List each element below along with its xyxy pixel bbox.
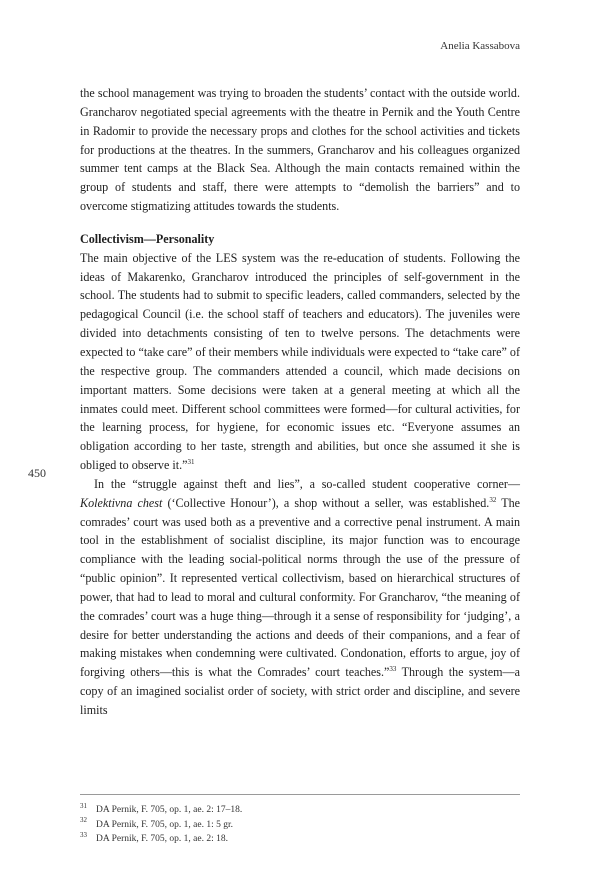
paragraph-1: the school management was trying to broaden the students’ contact with the outside world. Grancharov negotiated special agreements with the theatre in Pernik and the Youth Centre in Radomir to provide the necessary props and clothes for the school activities and tickets for productions at the theatres. In the summers, Grancharov and his colleagues organized summer tent camps at the Black Sea. Although the main contacts remained within the group of students and staff, there were attempts to “demolish the barriers” and to overcome stigmatizing attitudes towards the students. <box>80 86 520 214</box>
footnote: 33 DA Pernik, F. 705, op. 1, ae. 2: 18. <box>80 830 228 844</box>
paragraph-3 <box>80 475 520 720</box>
footnote-ref-32: 32 <box>489 495 497 504</box>
paragraph-3-part-2: (‘Collective Honour’), a shop without a seller, was established. <box>162 495 490 510</box>
section-heading: Collectivism—Personality <box>80 231 215 246</box>
body-text <box>80 84 520 720</box>
footnote: 31 DA Pernik, F. 705, op. 1, ae. 2: 17–18. <box>80 801 243 815</box>
footnote: 32 DA Pernik, F. 705, op. 1, ae. 1: 5 gr. <box>80 816 233 830</box>
page-number: 450 <box>28 466 46 480</box>
running-head: Anelia Kassabova <box>440 40 520 52</box>
footnote-text: DA Pernik, F. 705, op. 1, ae. 1: 5 gr. <box>96 819 233 830</box>
italic-term: Kolektivna chest <box>80 495 163 510</box>
footnotes <box>80 803 520 847</box>
paragraph-3-part-1: In the “struggle against theft and lies”, a so-called student cooperative corner— <box>94 476 520 491</box>
footnote-text: DA Pernik, F. 705, op. 1, ae. 2: 17–18. <box>96 805 243 815</box>
footnote-text: DA Pernik, F. 705, op. 1, ae. 2: 18. <box>96 834 228 844</box>
paragraph-2 <box>80 249 520 475</box>
paragraph-2-text: The main objective of the LES system was the re-education of students. Following the ideas of Makarenko, Grancharov introduced the principles of self-government in the school. The students had to submit to specific leaders, called commanders, selected by the pedagogical Council (i.e. the school staff of teachers and educators). The juveniles were divided into detachments consisting of ten to twelve persons. The detachments were expected to “take care” of their members while individuals were expected to “take care” of the respective group. The commanders attended a council, which made decisions on important matters. Some decisions were taken at a general meeting at which all the inmates could meet. Different school committees were formed—for cultural activities, for the learning process, for hygiene, for economic issues etc. “Everyone assumes an obligation according to her taste, strength and abilities, but once she assumed it she is obliged to observe it.” <box>80 250 520 473</box>
footnote-divider <box>80 794 520 795</box>
paragraph-3-part-4: Through the system—a copy of an imagined socialist order of society, with strict order and discipline, and severe limits <box>80 665 520 717</box>
footnote-ref-33: 33 <box>389 665 397 674</box>
footnote-ref-31: 31 <box>187 458 195 466</box>
paragraph-3-part-3: The comrades’ court was used both as a preventive and a corrective penal instrument. A main tool in the establishment of socialist discipline, its major function was to encourage compliance with the leading social-political norms through the use of the pressure of “public opinion”. It represented vertical collectivism, based on hierarchical structures of power, that had to lead to moral and cultural conformity. For Grancharov, “the meaning of the comrades’ court was a huge thing—through it a sense of responsibility for ‘judging’, a desire for better understanding the actions and deeds of their companions, and a fear of making mistakes when condemning were cultivated. Condonation, efforts to argue, joy of forgiving others—this is what the Comrades’ court teaches.” <box>80 495 520 680</box>
